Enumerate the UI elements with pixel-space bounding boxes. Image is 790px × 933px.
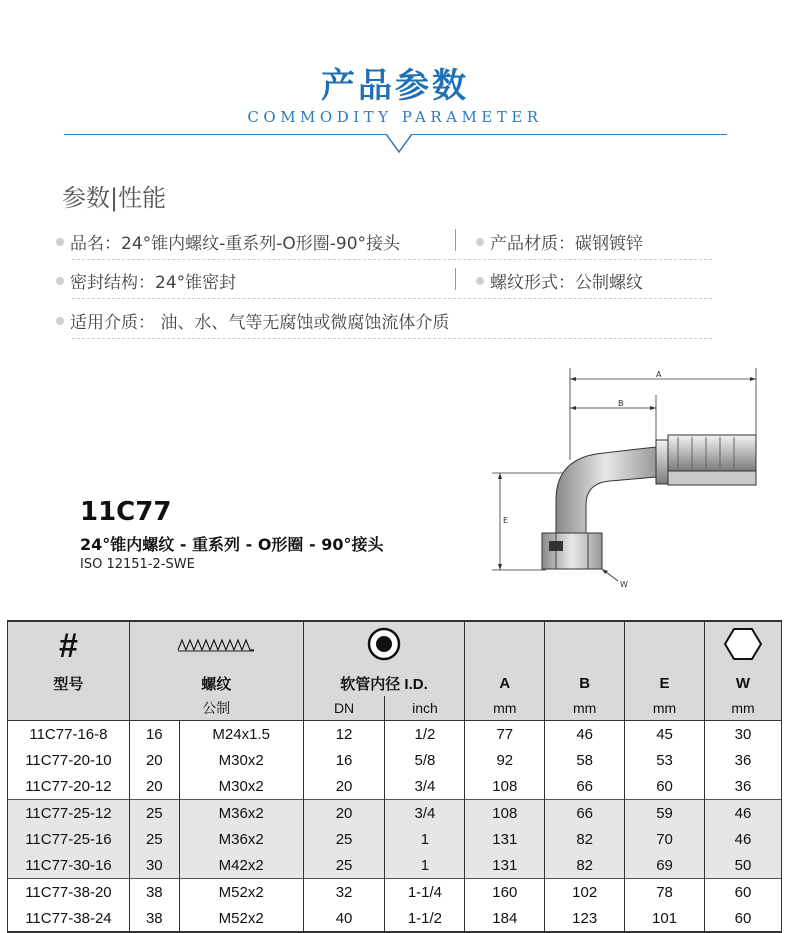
cell-dn: 40	[303, 905, 385, 932]
cell-thread: M36x2	[179, 800, 303, 827]
cell-inch: 1-1/4	[385, 879, 465, 906]
cell-a: 108	[465, 800, 545, 827]
param-material-text: 产品材质：碳钢镀锌	[490, 234, 643, 254]
table-row	[8, 721, 782, 748]
cell-e: 101	[625, 905, 705, 932]
cell-e: 60	[625, 773, 705, 800]
hose-icon-header	[303, 621, 465, 670]
cell-e: 45	[625, 721, 705, 748]
cell-w: 30	[704, 721, 781, 748]
param-material	[476, 229, 643, 254]
cell-size: 20	[129, 747, 179, 773]
hash-header	[8, 621, 130, 670]
cell-inch: 1	[385, 826, 465, 852]
dn-header: DN	[303, 696, 385, 721]
cell-a: 131	[465, 826, 545, 852]
dim-label-e: E	[503, 516, 509, 525]
cell-a: 131	[465, 852, 545, 879]
cell-w: 46	[704, 826, 781, 852]
param-thread-text: 螺纹形式：公制螺纹	[490, 273, 643, 293]
bullet-icon	[476, 277, 484, 285]
thread-header: 螺纹	[129, 670, 303, 696]
cell-model: 11C77-25-12	[8, 800, 130, 827]
bullet-icon	[476, 238, 484, 246]
hex-icon-header	[704, 621, 781, 670]
table-row	[8, 879, 782, 906]
cell-size: 20	[129, 773, 179, 800]
cell-a: 77	[465, 721, 545, 748]
dim-label-a: A	[656, 370, 662, 379]
divider-notch-icon	[386, 134, 412, 154]
cell-model: 11C77-20-10	[8, 747, 130, 773]
cell-dn: 25	[303, 852, 385, 879]
cell-size: 38	[129, 879, 179, 906]
section-heading: 参数|性能	[62, 184, 167, 212]
cell-e: 53	[625, 747, 705, 773]
row-divider	[72, 298, 712, 300]
table-row	[8, 747, 782, 773]
table-row	[8, 800, 782, 827]
cell-model: 11C77-38-20	[8, 879, 130, 906]
spec-table	[7, 620, 782, 933]
param-separator	[455, 229, 456, 251]
param-seal-text: 密封结构：24°锥密封	[70, 273, 237, 293]
cell-thread: M52x2	[179, 905, 303, 932]
param-name	[56, 229, 400, 254]
cell-size: 25	[129, 800, 179, 827]
hex-nut-icon	[724, 627, 762, 661]
cell-model: 11C77-38-24	[8, 905, 130, 932]
cell-b: 82	[545, 852, 625, 879]
cell-w: 50	[704, 852, 781, 879]
cell-thread: M52x2	[179, 879, 303, 906]
cell-size: 30	[129, 852, 179, 879]
dim-label-w: W	[620, 580, 628, 589]
b-unit-header: mm	[545, 696, 625, 721]
a-header: A	[465, 670, 545, 696]
cell-e: 70	[625, 826, 705, 852]
cell-dn: 32	[303, 879, 385, 906]
dim-label-b: B	[618, 399, 624, 408]
param-medium-text: 适用介质： 油、水、气等无腐蚀或微腐蚀流体介质	[70, 313, 450, 333]
cell-size: 38	[129, 905, 179, 932]
e-header: E	[625, 670, 705, 696]
cell-thread: M30x2	[179, 773, 303, 800]
cell-e: 59	[625, 800, 705, 827]
cell-w: 60	[704, 905, 781, 932]
product-model: 11C77	[80, 497, 172, 527]
cell-dn: 12	[303, 721, 385, 748]
param-name-text: 品名：24°锥内螺纹-重系列-O形圈-90°接头	[70, 234, 401, 254]
bullet-icon	[56, 317, 64, 325]
cell-thread: M24x1.5	[179, 721, 303, 748]
table-row	[8, 852, 782, 879]
cell-e: 78	[625, 879, 705, 906]
cell-model: 11C77-30-16	[8, 852, 130, 879]
row-divider	[72, 259, 712, 261]
cell-model: 11C77-25-16	[8, 826, 130, 852]
cell-b: 58	[545, 747, 625, 773]
cell-dn: 20	[303, 773, 385, 800]
table-row	[8, 773, 782, 800]
cell-inch: 1	[385, 852, 465, 879]
row-divider	[72, 338, 712, 340]
page-title: 产品参数	[321, 66, 469, 106]
cell-inch: 3/4	[385, 773, 465, 800]
hose-id-header: 软管内径 I.D.	[303, 670, 465, 696]
page-subtitle: COMMODITY PARAMETER	[247, 108, 543, 126]
a-blank-header	[465, 621, 545, 670]
cell-dn: 20	[303, 800, 385, 827]
cell-b: 46	[545, 721, 625, 748]
cell-a: 92	[465, 747, 545, 773]
param-separator	[455, 268, 456, 290]
cell-model: 11C77-16-8	[8, 721, 130, 748]
cell-w: 36	[704, 773, 781, 800]
cell-e: 69	[625, 852, 705, 879]
model-header: 型号	[8, 670, 130, 696]
cell-size: 16	[129, 721, 179, 748]
cell-inch: 5/8	[385, 747, 465, 773]
cell-a: 184	[465, 905, 545, 932]
cell-inch: 3/4	[385, 800, 465, 827]
cell-w: 46	[704, 800, 781, 827]
cell-b: 123	[545, 905, 625, 932]
product-standard: ISO 12151-2-SWE	[80, 557, 195, 572]
cell-b: 82	[545, 826, 625, 852]
w-unit-header: mm	[704, 696, 781, 721]
bullet-icon	[56, 238, 64, 246]
thread-icon-header	[129, 621, 303, 670]
thread-sub-header: 公制	[129, 696, 303, 721]
inch-header: inch	[385, 696, 465, 721]
cell-a: 160	[465, 879, 545, 906]
model-sub-header	[8, 696, 130, 721]
cell-size: 25	[129, 826, 179, 852]
hose-bore-icon	[366, 626, 402, 662]
param-thread	[476, 268, 643, 293]
param-medium	[56, 308, 449, 333]
cell-b: 102	[545, 879, 625, 906]
table-row	[8, 826, 782, 852]
param-seal	[56, 268, 236, 293]
cell-thread: M30x2	[179, 747, 303, 773]
cell-w: 36	[704, 747, 781, 773]
product-description: 24°锥内螺纹 - 重系列 - O形圈 - 90°接头	[80, 535, 384, 554]
cell-thread: M36x2	[179, 826, 303, 852]
cell-inch: 1/2	[385, 721, 465, 748]
table-row	[8, 905, 782, 932]
cell-b: 66	[545, 773, 625, 800]
thread-teeth-icon	[176, 634, 256, 654]
w-header: W	[704, 670, 781, 696]
hash-symbol: #	[58, 626, 78, 665]
cell-w: 60	[704, 879, 781, 906]
b-header: B	[545, 670, 625, 696]
cell-b: 66	[545, 800, 625, 827]
e-blank-header	[625, 621, 705, 670]
cell-inch: 1-1/2	[385, 905, 465, 932]
cell-dn: 25	[303, 826, 385, 852]
b-blank-header	[545, 621, 625, 670]
e-unit-header: mm	[625, 696, 705, 721]
a-unit-header: mm	[465, 696, 545, 721]
cell-dn: 16	[303, 747, 385, 773]
cell-model: 11C77-20-12	[8, 773, 130, 800]
cell-a: 108	[465, 773, 545, 800]
bullet-icon	[56, 277, 64, 285]
fitting-drawing	[486, 365, 776, 595]
cell-thread: M42x2	[179, 852, 303, 879]
